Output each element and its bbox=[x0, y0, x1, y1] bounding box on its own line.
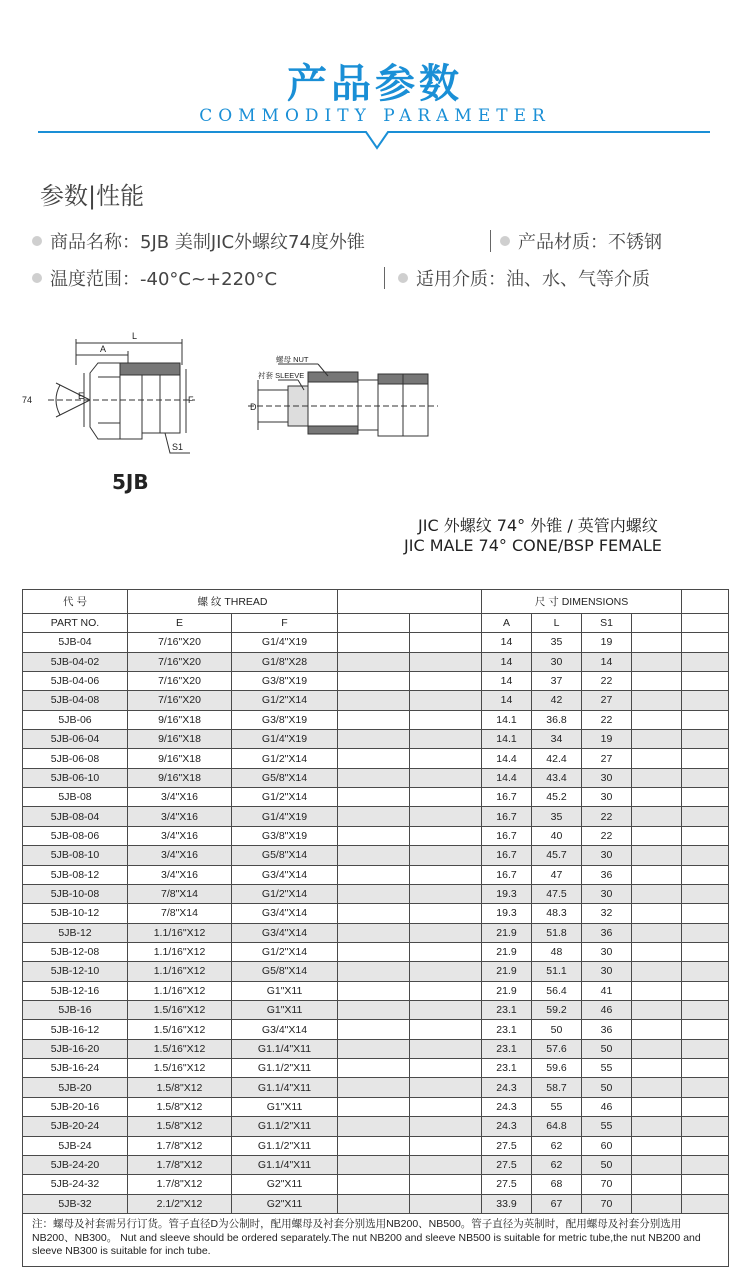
cell-a: 21.9 bbox=[482, 981, 532, 1000]
cell-a: 16.7 bbox=[482, 826, 532, 845]
cell-a: 14 bbox=[482, 633, 532, 652]
cell-l: 43.4 bbox=[532, 768, 582, 787]
angle-label: 74 bbox=[22, 395, 33, 405]
dim-label-E: E bbox=[78, 391, 85, 401]
info-medium: 适用介质：油、水、气等介质 bbox=[398, 265, 650, 291]
table-row bbox=[23, 768, 729, 787]
cell-f: G1/2"X14 bbox=[232, 788, 338, 807]
cell-l: 51.1 bbox=[532, 962, 582, 981]
description-en: JIC MALE 74° CONE/BSP FEMALE bbox=[404, 536, 662, 555]
cell-part-no: 5JB-08-10 bbox=[23, 846, 128, 865]
cell-l: 47.5 bbox=[532, 884, 582, 903]
table-row bbox=[23, 942, 729, 961]
cell-part-no: 5JB-32 bbox=[23, 1194, 128, 1213]
header-part-no: PART NO. bbox=[23, 613, 128, 632]
cell-l: 59.2 bbox=[532, 1001, 582, 1020]
cell-s1: 36 bbox=[582, 923, 632, 942]
cell-a: 27.5 bbox=[482, 1136, 532, 1155]
table-row bbox=[23, 865, 729, 884]
cell-l: 57.6 bbox=[532, 1039, 582, 1058]
page-title: 产品参数 bbox=[287, 61, 463, 107]
header-a: A bbox=[482, 613, 532, 632]
cell-a: 14.4 bbox=[482, 768, 532, 787]
dim-label-D: D bbox=[250, 402, 257, 412]
spec-table bbox=[22, 589, 729, 1214]
cell-s1: 50 bbox=[582, 1078, 632, 1097]
table-row bbox=[23, 962, 729, 981]
cell-l: 45.7 bbox=[532, 846, 582, 865]
table-header-row-2 bbox=[23, 613, 729, 632]
cell-e: 7/16"X20 bbox=[128, 633, 232, 652]
page-subtitle: COMMODITY PARAMETER bbox=[199, 106, 551, 126]
table-row bbox=[23, 1136, 729, 1155]
cell-f: G5/8"X14 bbox=[232, 962, 338, 981]
table-row bbox=[23, 807, 729, 826]
cell-part-no: 5JB-12-08 bbox=[23, 942, 128, 961]
cell-s1: 41 bbox=[582, 981, 632, 1000]
cell-a: 23.1 bbox=[482, 1001, 532, 1020]
cell-l: 48.3 bbox=[532, 904, 582, 923]
cell-part-no: 5JB-04-06 bbox=[23, 671, 128, 690]
table-row bbox=[23, 1097, 729, 1116]
dim-label-S1: S1 bbox=[172, 442, 184, 452]
cell-e: 1.5/8"X12 bbox=[128, 1078, 232, 1097]
cell-a: 14.1 bbox=[482, 710, 532, 729]
table-row bbox=[23, 1020, 729, 1039]
cell-part-no: 5JB-12-10 bbox=[23, 962, 128, 981]
cell-l: 56.4 bbox=[532, 981, 582, 1000]
cell-f: G1.1/4"X11 bbox=[232, 1078, 338, 1097]
cell-l: 64.8 bbox=[532, 1117, 582, 1136]
cell-e: 1.5/16"X12 bbox=[128, 1020, 232, 1039]
table-row bbox=[23, 710, 729, 729]
cell-part-no: 5JB-04 bbox=[23, 633, 128, 652]
cell-a: 19.3 bbox=[482, 884, 532, 903]
cell-l: 68 bbox=[532, 1175, 582, 1194]
bullet-icon bbox=[398, 273, 408, 283]
table-row bbox=[23, 729, 729, 748]
cell-f: G1/2"X14 bbox=[232, 691, 338, 710]
cell-f: G3/4"X14 bbox=[232, 1020, 338, 1039]
cell-l: 42 bbox=[532, 691, 582, 710]
table-row bbox=[23, 923, 729, 942]
cell-s1: 55 bbox=[582, 1059, 632, 1078]
cell-e: 1.1/16"X12 bbox=[128, 923, 232, 942]
cell-e: 7/16"X20 bbox=[128, 652, 232, 671]
cell-part-no: 5JB-10-12 bbox=[23, 904, 128, 923]
cell-l: 62 bbox=[532, 1155, 582, 1174]
cell-e: 1.5/8"X12 bbox=[128, 1117, 232, 1136]
cell-l: 55 bbox=[532, 1097, 582, 1116]
cell-part-no: 5JB-08 bbox=[23, 788, 128, 807]
cell-e: 1.5/16"X12 bbox=[128, 1001, 232, 1020]
cell-f: G1/2"X14 bbox=[232, 884, 338, 903]
cell-a: 27.5 bbox=[482, 1175, 532, 1194]
cell-a: 16.7 bbox=[482, 846, 532, 865]
cell-s1: 14 bbox=[582, 652, 632, 671]
cell-a: 23.1 bbox=[482, 1039, 532, 1058]
cell-l: 48 bbox=[532, 942, 582, 961]
cell-e: 9/16"X18 bbox=[128, 749, 232, 768]
cell-f: G3/8"X19 bbox=[232, 671, 338, 690]
cell-e: 3/4"X16 bbox=[128, 788, 232, 807]
cell-e: 9/16"X18 bbox=[128, 768, 232, 787]
table-row bbox=[23, 1117, 729, 1136]
cell-f: G3/8"X19 bbox=[232, 710, 338, 729]
cell-s1: 46 bbox=[582, 1097, 632, 1116]
cell-f: G1.1/2"X11 bbox=[232, 1136, 338, 1155]
dim-label-F: F bbox=[188, 395, 194, 405]
cell-f: G5/8"X14 bbox=[232, 768, 338, 787]
cell-e: 1.1/16"X12 bbox=[128, 942, 232, 961]
cell-a: 21.9 bbox=[482, 962, 532, 981]
cell-f: G1.1/4"X11 bbox=[232, 1039, 338, 1058]
cell-part-no: 5JB-20 bbox=[23, 1078, 128, 1097]
cell-l: 34 bbox=[532, 729, 582, 748]
cell-s1: 27 bbox=[582, 749, 632, 768]
cell-a: 21.9 bbox=[482, 923, 532, 942]
info-material: 产品材质：不锈钢 bbox=[500, 228, 662, 254]
cell-part-no: 5JB-04-02 bbox=[23, 652, 128, 671]
cell-part-no: 5JB-06-08 bbox=[23, 749, 128, 768]
cell-s1: 50 bbox=[582, 1039, 632, 1058]
cell-e: 1.7/8"X12 bbox=[128, 1136, 232, 1155]
cell-l: 42.4 bbox=[532, 749, 582, 768]
cell-a: 14 bbox=[482, 671, 532, 690]
cell-a: 14.4 bbox=[482, 749, 532, 768]
cell-part-no: 5JB-08-04 bbox=[23, 807, 128, 826]
cell-a: 24.3 bbox=[482, 1078, 532, 1097]
cell-a: 27.5 bbox=[482, 1155, 532, 1174]
cell-f: G1.1/4"X11 bbox=[232, 1155, 338, 1174]
cell-a: 14.1 bbox=[482, 729, 532, 748]
cell-s1: 46 bbox=[582, 1001, 632, 1020]
table-row bbox=[23, 1175, 729, 1194]
cell-part-no: 5JB-06-10 bbox=[23, 768, 128, 787]
dim-label-L: L bbox=[132, 331, 138, 341]
cell-a: 21.9 bbox=[482, 942, 532, 961]
cell-s1: 36 bbox=[582, 1020, 632, 1039]
cell-a: 23.1 bbox=[482, 1059, 532, 1078]
table-row bbox=[23, 1059, 729, 1078]
cell-part-no: 5JB-12-16 bbox=[23, 981, 128, 1000]
cell-s1: 30 bbox=[582, 768, 632, 787]
cell-s1: 70 bbox=[582, 1194, 632, 1213]
cell-a: 24.3 bbox=[482, 1097, 532, 1116]
cell-a: 16.7 bbox=[482, 788, 532, 807]
cell-l: 36.8 bbox=[532, 710, 582, 729]
cell-part-no: 5JB-16-24 bbox=[23, 1059, 128, 1078]
cell-s1: 27 bbox=[582, 691, 632, 710]
cell-e: 3/4"X16 bbox=[128, 865, 232, 884]
cell-part-no: 5JB-08-12 bbox=[23, 865, 128, 884]
cell-e: 7/8"X14 bbox=[128, 904, 232, 923]
info-separator bbox=[384, 267, 385, 289]
cell-a: 14 bbox=[482, 691, 532, 710]
table-row bbox=[23, 788, 729, 807]
header-l: L bbox=[532, 613, 582, 632]
table-row bbox=[23, 691, 729, 710]
dim-label-A: A bbox=[100, 344, 107, 354]
cell-f: G1"X11 bbox=[232, 1001, 338, 1020]
cell-part-no: 5JB-10-08 bbox=[23, 884, 128, 903]
table-row bbox=[23, 652, 729, 671]
cell-l: 51.8 bbox=[532, 923, 582, 942]
cell-part-no: 5JB-04-08 bbox=[23, 691, 128, 710]
cell-s1: 22 bbox=[582, 671, 632, 690]
cell-part-no: 5JB-24-32 bbox=[23, 1175, 128, 1194]
header-code: 代 号 bbox=[23, 590, 128, 614]
cell-l: 59.6 bbox=[532, 1059, 582, 1078]
cell-s1: 30 bbox=[582, 942, 632, 961]
cell-e: 1.5/16"X12 bbox=[128, 1059, 232, 1078]
cell-e: 1.1/16"X12 bbox=[128, 981, 232, 1000]
cell-e: 2.1/2"X12 bbox=[128, 1194, 232, 1213]
cell-f: G3/8"X19 bbox=[232, 826, 338, 845]
cell-s1: 22 bbox=[582, 807, 632, 826]
cell-s1: 36 bbox=[582, 865, 632, 884]
table-row bbox=[23, 846, 729, 865]
cell-l: 40 bbox=[532, 826, 582, 845]
assembly-drawing bbox=[248, 350, 448, 450]
cell-f: G5/8"X14 bbox=[232, 846, 338, 865]
cell-f: G1/4"X19 bbox=[232, 633, 338, 652]
cell-s1: 22 bbox=[582, 826, 632, 845]
cell-f: G1"X11 bbox=[232, 1097, 338, 1116]
cell-a: 19.3 bbox=[482, 904, 532, 923]
cell-a: 23.1 bbox=[482, 1020, 532, 1039]
cell-part-no: 5JB-24-20 bbox=[23, 1155, 128, 1174]
cell-f: G3/4"X14 bbox=[232, 923, 338, 942]
cell-a: 16.7 bbox=[482, 807, 532, 826]
cell-s1: 22 bbox=[582, 710, 632, 729]
cell-f: G1/2"X14 bbox=[232, 942, 338, 961]
cell-s1: 19 bbox=[582, 633, 632, 652]
cell-l: 30 bbox=[532, 652, 582, 671]
cell-e: 1.7/8"X12 bbox=[128, 1175, 232, 1194]
table-header-row-1 bbox=[23, 590, 729, 614]
cell-a: 16.7 bbox=[482, 865, 532, 884]
cell-a: 14 bbox=[482, 652, 532, 671]
bullet-icon bbox=[32, 236, 42, 246]
bullet-icon bbox=[500, 236, 510, 246]
cell-s1: 19 bbox=[582, 729, 632, 748]
table-row bbox=[23, 1001, 729, 1020]
cell-f: G1/8"X28 bbox=[232, 652, 338, 671]
cell-part-no: 5JB-06-04 bbox=[23, 729, 128, 748]
info-temperature: 温度范围：-40°C~+220°C bbox=[32, 265, 277, 291]
cell-s1: 30 bbox=[582, 788, 632, 807]
footnote: 注：螺母及衬套需另行订货。管子直径D为公制时，配用螺母及衬套分别选用NB200、NB500。管子直径为英制时，配用螺母及衬套分别选用NB200、NB300。 Nut and sleeve should be ordered separately.The nut NB200 and sleeve NB500 is suitable for metric tube,the nut NB200 and sleeve NB300 is suitable for inch tube. bbox=[32, 1218, 701, 1257]
cell-l: 62 bbox=[532, 1136, 582, 1155]
cell-f: G3/4"X14 bbox=[232, 904, 338, 923]
cell-f: G1/2"X14 bbox=[232, 749, 338, 768]
cell-part-no: 5JB-20-16 bbox=[23, 1097, 128, 1116]
cell-e: 7/8"X14 bbox=[128, 884, 232, 903]
cell-e: 1.1/16"X12 bbox=[128, 962, 232, 981]
cell-l: 58.7 bbox=[532, 1078, 582, 1097]
fitting-drawing-5jb bbox=[20, 325, 210, 460]
table-row bbox=[23, 671, 729, 690]
cell-a: 33.9 bbox=[482, 1194, 532, 1213]
bullet-icon bbox=[32, 273, 42, 283]
table-row bbox=[23, 884, 729, 903]
cell-part-no: 5JB-24 bbox=[23, 1136, 128, 1155]
cell-e: 1.5/8"X12 bbox=[128, 1097, 232, 1116]
sleeve-label: 衬套 SLEEVE bbox=[258, 371, 305, 380]
cell-l: 37 bbox=[532, 671, 582, 690]
cell-s1: 60 bbox=[582, 1136, 632, 1155]
header-dimensions: 尺 寸 DIMENSIONS bbox=[482, 590, 682, 614]
cell-l: 50 bbox=[532, 1020, 582, 1039]
header-thread: 螺 纹 THREAD bbox=[128, 590, 338, 614]
cell-part-no: 5JB-16 bbox=[23, 1001, 128, 1020]
table-row bbox=[23, 1078, 729, 1097]
cell-s1: 55 bbox=[582, 1117, 632, 1136]
cell-e: 1.7/8"X12 bbox=[128, 1155, 232, 1174]
cell-f: G1.1/2"X11 bbox=[232, 1117, 338, 1136]
model-label: 5JB bbox=[112, 470, 149, 494]
cell-part-no: 5JB-12 bbox=[23, 923, 128, 942]
section-title: 参数|性能 bbox=[40, 182, 145, 210]
table-row bbox=[23, 826, 729, 845]
cell-l: 35 bbox=[532, 807, 582, 826]
cell-l: 47 bbox=[532, 865, 582, 884]
cell-f: G1"X11 bbox=[232, 981, 338, 1000]
cell-f: G1/4"X19 bbox=[232, 729, 338, 748]
cell-a: 24.3 bbox=[482, 1117, 532, 1136]
table-row bbox=[23, 1039, 729, 1058]
cell-part-no: 5JB-08-06 bbox=[23, 826, 128, 845]
cell-f: G1/4"X19 bbox=[232, 807, 338, 826]
cell-s1: 30 bbox=[582, 962, 632, 981]
cell-s1: 30 bbox=[582, 846, 632, 865]
cell-f: G2"X11 bbox=[232, 1175, 338, 1194]
cell-l: 67 bbox=[532, 1194, 582, 1213]
description-cn: JIC 外螺纹 74° 外锥 / 英管内螺纹 bbox=[418, 516, 658, 535]
cell-l: 45.2 bbox=[532, 788, 582, 807]
cell-e: 3/4"X16 bbox=[128, 826, 232, 845]
cell-e: 9/16"X18 bbox=[128, 710, 232, 729]
header-e: E bbox=[128, 613, 232, 632]
cell-s1: 50 bbox=[582, 1155, 632, 1174]
info-separator bbox=[490, 230, 491, 252]
cell-l: 35 bbox=[532, 633, 582, 652]
header-s1: S1 bbox=[582, 613, 632, 632]
cell-f: G1.1/2"X11 bbox=[232, 1059, 338, 1078]
header-divider bbox=[38, 128, 710, 154]
cell-s1: 70 bbox=[582, 1175, 632, 1194]
table-row bbox=[23, 981, 729, 1000]
cell-part-no: 5JB-06 bbox=[23, 710, 128, 729]
cell-s1: 30 bbox=[582, 884, 632, 903]
cell-s1: 32 bbox=[582, 904, 632, 923]
nut-label: 螺母 NUT bbox=[276, 355, 309, 364]
table-row bbox=[23, 904, 729, 923]
header-f: F bbox=[232, 613, 338, 632]
cell-e: 1.5/16"X12 bbox=[128, 1039, 232, 1058]
cell-f: G2"X11 bbox=[232, 1194, 338, 1213]
cell-part-no: 5JB-20-24 bbox=[23, 1117, 128, 1136]
table-row bbox=[23, 633, 729, 652]
table-row bbox=[23, 1155, 729, 1174]
cell-e: 3/4"X16 bbox=[128, 807, 232, 826]
cell-f: G3/4"X14 bbox=[232, 865, 338, 884]
cell-e: 3/4"X16 bbox=[128, 846, 232, 865]
table-row bbox=[23, 1194, 729, 1213]
cell-e: 7/16"X20 bbox=[128, 671, 232, 690]
cell-part-no: 5JB-16-20 bbox=[23, 1039, 128, 1058]
info-product-name: 商品名称：5JB 美制JIC外螺纹74度外锥 bbox=[32, 228, 365, 254]
cell-e: 9/16"X18 bbox=[128, 729, 232, 748]
table-row bbox=[23, 749, 729, 768]
cell-part-no: 5JB-16-12 bbox=[23, 1020, 128, 1039]
cell-e: 7/16"X20 bbox=[128, 691, 232, 710]
